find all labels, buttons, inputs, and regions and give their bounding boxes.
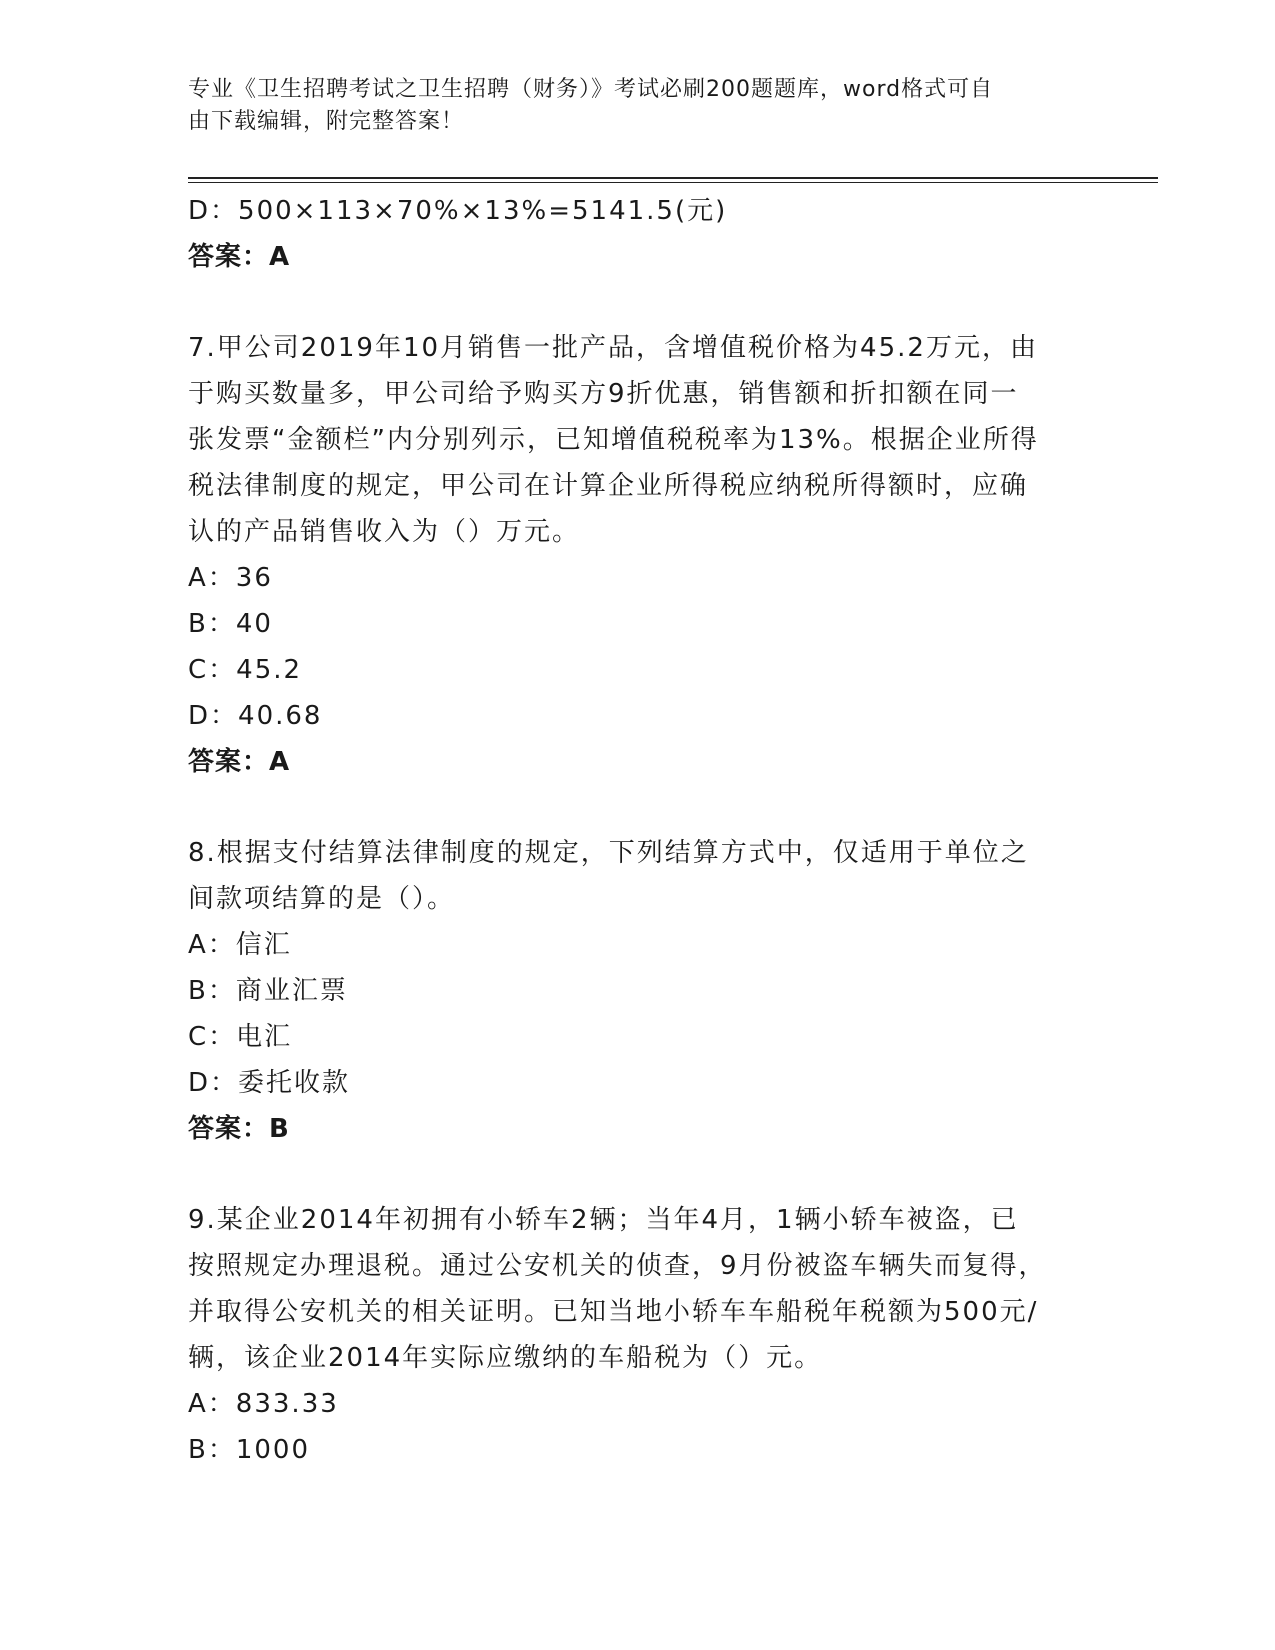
- spacer: [188, 785, 1088, 830]
- option-d: [188, 693, 1088, 739]
- option-text: 商业汇票: [235, 976, 348, 1006]
- option-label: A：: [188, 930, 236, 960]
- option-label: D：: [188, 1068, 239, 1098]
- spacer: [188, 280, 1088, 325]
- option-a: [188, 555, 1088, 601]
- option-label: A：: [188, 563, 236, 593]
- option-label: B：: [188, 976, 236, 1006]
- header-line: 由下载编辑，附完整答案！: [188, 109, 465, 134]
- option-d: [188, 1060, 1088, 1106]
- option-label: D：: [188, 701, 239, 731]
- option-b: [188, 601, 1088, 647]
- option-text: 电汇: [236, 1022, 293, 1052]
- option-text: 40: [235, 609, 273, 639]
- question-text-line: 并取得公安机关的相关证明。已知当地小轿车车船税年税额为500元/: [188, 1297, 1039, 1327]
- option-text: 1000: [235, 1435, 311, 1465]
- option-b: [188, 1427, 1088, 1473]
- answer-label: 答案：A: [188, 747, 291, 777]
- option-label: B：: [188, 609, 236, 639]
- header-line: 专业《卫生招聘考试之卫生招聘（财务）》考试必刷200题题库，word格式可自: [188, 77, 994, 102]
- option-label: A：: [188, 1389, 236, 1419]
- question-text-line: 9.某企业2014年初拥有小轿车2辆；当年4月，1辆小轿车被盗，已: [188, 1205, 1019, 1235]
- question-7: [188, 325, 1088, 785]
- header-divider-thick: [188, 177, 1158, 179]
- option-b: [188, 968, 1088, 1014]
- document-body: [188, 188, 1088, 1473]
- question-text-line: 8.根据支付结算法律制度的规定，下列结算方式中，仅适用于单位之: [188, 838, 1029, 868]
- header-divider-thin: [188, 182, 1158, 183]
- question-text-line: 张发票“金额栏”内分别列示，已知增值税税率为13%。根据企业所得: [188, 425, 1039, 455]
- option-text: 信汇: [235, 930, 292, 960]
- question-text-line: 认的产品销售收入为（）万元。: [188, 517, 581, 547]
- option-label: C：: [188, 655, 237, 685]
- question-text-line: 7.甲公司2019年10月销售一批产品，含增值税价格为45.2万元，由: [188, 333, 1038, 363]
- answer-label: 答案：A: [188, 242, 291, 272]
- option-text: 40.68: [238, 701, 323, 731]
- answer-label: 答案：B: [188, 1114, 290, 1144]
- question-text-line: 税法律制度的规定，甲公司在计算企业所得税应纳税所得额时，应确: [188, 471, 1029, 501]
- document-header: [188, 74, 1068, 138]
- option-label: C：: [188, 1022, 237, 1052]
- option-label: B：: [188, 1435, 236, 1465]
- question-8: [188, 830, 1088, 1152]
- spacer: [188, 1152, 1088, 1197]
- option-text: 833.33: [235, 1389, 339, 1419]
- question-text-line: 于购买数量多，甲公司给予购买方9折优惠，销售额和折扣额在同一: [188, 379, 1019, 409]
- option-text: 委托收款: [238, 1068, 351, 1098]
- question-9: [188, 1197, 1088, 1473]
- option-a: [188, 1381, 1088, 1427]
- option-c: [188, 647, 1088, 693]
- option-text: 36: [235, 563, 273, 593]
- question-text-line: 辆，该企业2014年实际应缴纳的车船税为（）元。: [188, 1343, 823, 1373]
- question-text-line: 按照规定办理退税。通过公安机关的侦查，9月份被盗车辆失而复得，: [188, 1251, 1047, 1281]
- option-text: 45.2: [236, 655, 303, 685]
- option-a: [188, 922, 1088, 968]
- option-d: D：500×113×70%×13%=5141.5(元): [188, 196, 728, 226]
- option-c: [188, 1014, 1088, 1060]
- question-text-line: 间款项结算的是（）。: [188, 884, 456, 914]
